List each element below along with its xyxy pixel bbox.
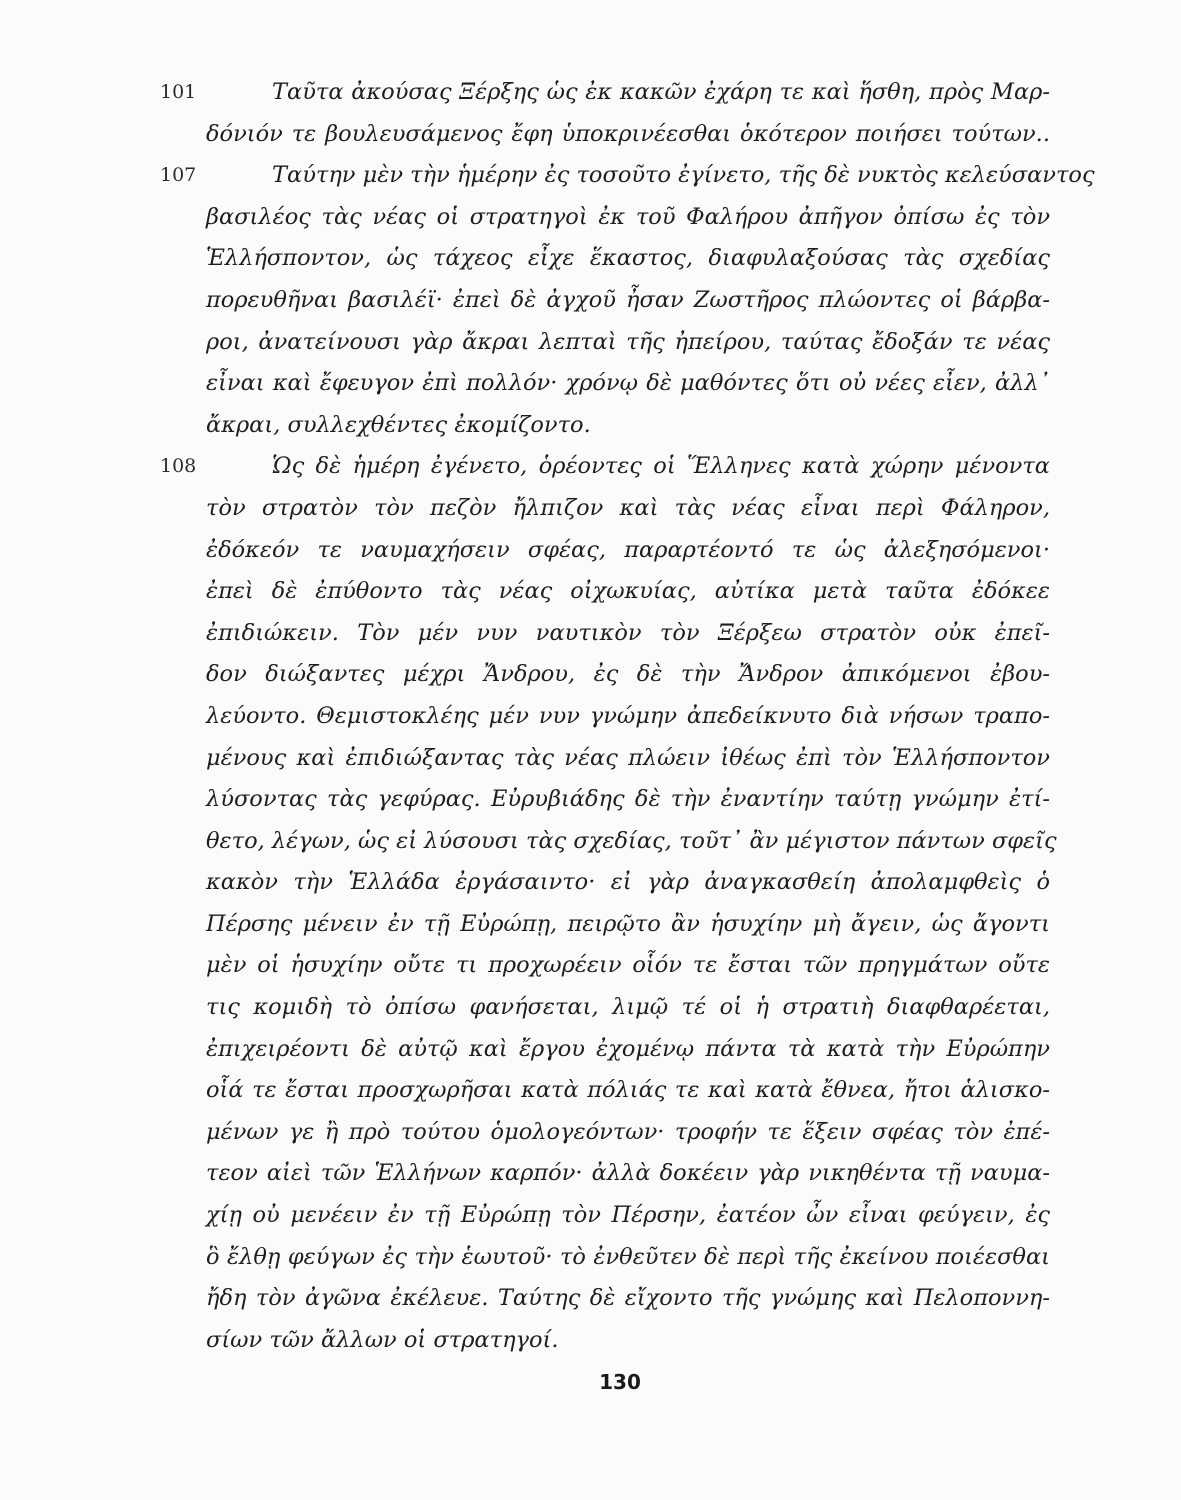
text-line [160,114,1050,156]
text-line [160,654,1050,696]
text-line [160,363,1050,405]
text-line-content: δόνιόν τε βουλευσάμενος ἔφη ὑποκρινέεσθαι ὁκότερον ποιήσει τούτων.. [206,120,1050,147]
text-line [160,571,1050,613]
text-line [160,280,1050,322]
text-line-content: μὲν οἱ ἡσυχίην οὔτε τι προχωρέειν οἷόν τε ἔσται τῶν πρηγμάτων οὔτε [206,952,1050,979]
text-line [160,945,1050,987]
text-line-content: τις κομιδὴ τὸ ὀπίσω φανήσεται, λιμῷ τέ οἱ ἡ στρατιὴ διαφθαρέεται, [206,994,1050,1021]
text-line [160,405,1050,447]
text-line-content: ἐδόκεόν τε ναυμαχήσειν σφέας, παραρτέοντό τε ὡς ἀλεξησόμενοι· [206,536,1050,563]
text-line [160,987,1050,1029]
text-line-content: τεον αἰεὶ τῶν Ἑλλήνων καρπόν· ἀλλὰ δοκέειν γὰρ νικηθέντα τῇ ναυμα- [206,1160,1050,1187]
text-line-content: ἐπιχειρέοντι δὲ αὐτῷ καὶ ἔργου ἐχομένῳ πάντα τὰ κατὰ τὴν Εὐρώπην [206,1035,1050,1062]
text-line-content: ροι, ἀνατείνουσι γὰρ ἄκραι λεπταὶ τῆς ἠπείρου, ταύτας ἔδοξάν τε νέας [206,328,1050,355]
text-line-content: θετο, λέγων, ὡς εἰ λύσουσι τὰς σχεδίας, τοῦτ᾽ ἂν μέγιστον πάντων σφεῖς [206,827,1057,854]
text-line-content: ἐπιδιώκειν. Τὸν μέν νυν ναυτικὸν τὸν Ξέρξεω στρατὸν οὐκ ἐπεῖ- [206,619,1050,646]
text-line [160,821,1057,863]
text-line-content: Ὡς δὲ ἡμέρη ἐγένετο, ὁρέοντες οἱ Ἕλληνες κατὰ χώρην μένοντα [272,453,1050,480]
text-line-content: τὸν στρατὸν τὸν πεζὸν ἤλπιζον καὶ τὰς νέας εἶναι περὶ Φάληρον, [206,494,1050,521]
text-line-content: Ἑλλήσποντον, ὡς τάχεος εἶχε ἕκαστος, διαφυλαξούσας τὰς σχεδίας [206,245,1050,272]
text-line [160,862,1050,904]
text-line [160,1320,1050,1362]
text-line-content: σίων τῶν ἄλλων οἱ στρατηγοί. [206,1326,559,1353]
text-line [160,1195,1050,1237]
text-line-content: εἶναι καὶ ἔφευγον ἐπὶ πολλόν· χρόνῳ δὲ μαθόντες ὅτι οὐ νέες εἶεν, ἀλλ᾽ [206,370,1050,397]
text-line [160,779,1050,821]
text-line [160,1029,1050,1071]
text-line [160,613,1050,655]
text-line-content: κακὸν τὴν Ἑλλάδα ἐργάσαιντο· εἰ γὰρ ἀναγκασθείη ἀπολαμφθεὶς ὁ [206,869,1050,896]
text-line-content: ἤδη τὸν ἀγῶνα ἐκέλευε. Ταύτης δὲ εἴχοντο τῆς γνώμης καὶ Πελοποννη- [206,1285,1050,1312]
text-line [160,238,1050,280]
text-block [160,72,1095,1361]
text-line-content: ὃ ἔλθῃ φεύγων ἐς τὴν ἑωυτοῦ· τὸ ἐνθεῦτεν δὲ περὶ τῆς ἐκείνου ποιέεσθαι [206,1243,1050,1270]
text-line-content: ἐπεὶ δὲ ἐπύθοντο τὰς νέας οἰχωκυίας, αὐτίκα μετὰ ταῦτα ἐδόκεε [206,578,1050,605]
text-line-content: πορευθῆναι βασιλέϊ· ἐπεὶ δὲ ἀγχοῦ ἦσαν Ζωστῆρος πλώοντες οἱ βάρβα- [206,286,1050,313]
text-line [160,696,1050,738]
section-number: 108 [160,455,197,478]
text-line-content: ἄκραι, συλλεχθέντες ἐκομίζοντο. [206,411,591,438]
text-line-content: βασιλέος τὰς νέας οἱ στρατηγοὶ ἐκ τοῦ Φαλήρου ἀπῆγον ὀπίσω ἐς τὸν [206,203,1050,230]
text-line [160,1112,1050,1154]
text-line [160,1237,1050,1279]
text-line-content: χίῃ οὐ μενέειν ἐν τῇ Εὐρώπῃ τὸν Πέρσην, ἐατέον ὦν εἶναι φεύγειν, ἐς [206,1202,1050,1229]
section-number: 101 [160,81,197,103]
text-line [160,322,1050,364]
text-line [160,446,1050,488]
text-line-content: μένους καὶ ἐπιδιώξαντας τὰς νέας πλώειν ἰθέως ἐπὶ τὸν Ἑλλήσποντον [206,744,1050,771]
text-line-content: λεύοντο. Θεμιστοκλέης μέν νυν γνώμην ἀπεδείκνυτο διὰ νήσων τραπο- [206,702,1050,729]
text-line [160,488,1050,530]
text-line [160,738,1050,780]
text-line [160,197,1050,239]
text-line [160,1153,1050,1195]
text-line-content: δον διώξαντες μέχρι Ἄνδρου, ἐς δὲ τὴν Ἄνδρον ἀπικόμενοι ἐβου- [206,661,1050,688]
text-line [160,530,1050,572]
page-number: 130 [599,1370,641,1394]
text-line-content: μένων γε ἢ πρὸ τούτου ὁμολογεόντων· τροφήν τε ἕξειν σφέας τὸν ἐπέ- [206,1118,1050,1145]
text-line [160,1070,1050,1112]
text-line-content: οἷά τε ἔσται προσχωρῆσαι κατὰ πόλιάς τε καὶ κατὰ ἔθνεα, ἤτοι ἁλισκο- [206,1077,1050,1104]
text-line-content: λύσοντας τὰς γεφύρας. Εὐρυβιάδης δὲ τὴν ἐναντίην ταύτῃ γνώμην ἐτί- [206,786,1050,813]
text-line-content: Πέρσης μένειν ἐν τῇ Εὐρώπῃ, πειρῷτο ἂν ἡσυχίην μὴ ἄγειν, ὡς ἄγοντι [206,910,1050,937]
section-number: 107 [160,164,197,187]
text-line [160,155,1095,197]
text-line [160,904,1050,946]
text-line-content: Ταύτην μὲν τὴν ἡμέρην ἐς τοσοῦτο ἐγίνετο, τῆς δὲ νυκτὸς κελεύσαντος [272,162,1095,189]
text-line-content: Ταῦτα ἀκούσας Ξέρξης ὡς ἐκ κακῶν ἐχάρη τε καὶ ἥσθη, πρὸς Μαρ- [272,79,1050,105]
text-line [160,72,1050,114]
text-line [160,1278,1050,1320]
